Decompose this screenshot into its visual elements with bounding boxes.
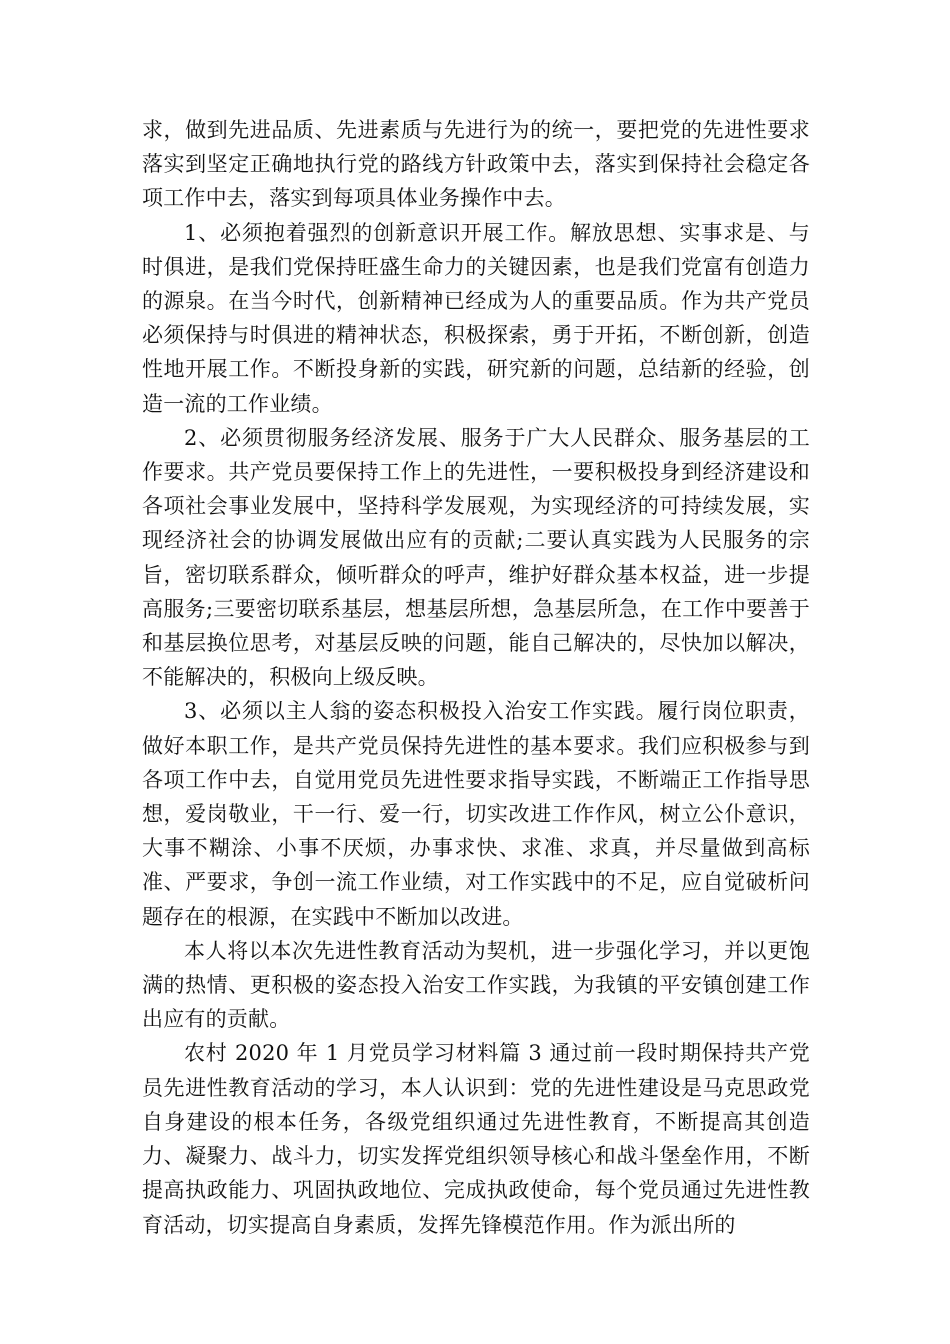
paragraph-point-3: 3、必须以主人翁的姿态积极投入治安工作实践。履行岗位职责，做好本职工作，是共产党员保持先进性的基本要求。我们应积极参与到各项工作中去，自觉用党员先进性要求指导实践，不断端正工作指导思想，爱岗敬业，干一行、爱一行，切实改进工作作风，树立公仆意识，大事不糊涂、小事不厌烦，办事求快、求准、求真，并尽量做到高标准、严要求，争创一流工作业绩，对工作实践中的不足，应自觉破析问题存在的根源，在实践中不断加以改进。 (142, 699, 810, 929)
document-body (142, 113, 810, 1242)
paragraph-article-3: 农村 2020 年 1 月党员学习材料篇 3 通过前一段时期保持共产党员先进性教育活动的学习，本人认识到：党的先进性建设是马克思政党自身建设的根本任务，各级党组织通过先进性教育，不断提高其创造力、凝聚力、战斗力，切实发挥党组织领导核心和战斗堡垒作用，不断提高执政能力、巩固执政地位、完成执政使命，每个党员通过先进性教育活动，切实提高自身素质，发挥先锋模范作用。作为派出所的 (142, 1041, 810, 1237)
paragraph-point-1: 1、必须抱着强烈的创新意识开展工作。解放思想、实事求是、与时俱进，是我们党保持旺盛生命力的关键因素，也是我们党富有创造力的源泉。在当今时代，创新精神已经成为人的重要品质。作为共产党员必须保持与时俱进的精神状态，积极探索，勇于开拓，不断创新，创造性地开展工作。不断投身新的实践，研究新的问题，总结新的经验，创造一流的工作业绩。 (142, 220, 810, 416)
paragraph-point-2: 2、必须贯彻服务经济发展、服务于广大人民群众、服务基层的工作要求。共产党员要保持工作上的先进性，一要积极投身到经济建设和各项社会事业发展中，坚持科学发展观，为实现经济的可持续发展，实现经济社会的协调发展做出应有的贡献;二要认真实践为人民服务的宗旨，密切联系群众，倾听群众的呼声，维护好群众基本权益，进一步提高服务;三要密切联系基层，想基层所想，急基层所急，在工作中要善于和基层换位思考，对基层反映的问题，能自己解决的，尽快加以解决，不能解决的，积极向上级反映。 (142, 425, 810, 690)
paragraph-conclusion: 本人将以本次先进性教育活动为契机，进一步强化学习，并以更饱满的热情、更积极的姿态投入治安工作实践，为我镇的平安镇创建工作出应有的贡献。 (142, 938, 810, 1032)
paragraph-continuation: 求，做到先进品质、先进素质与先进行为的统一，要把党的先进性要求落实到坚定正确地执行党的路线方针政策中去，落实到保持社会稳定各项工作中去，落实到每项具体业务操作中去。 (142, 118, 810, 211)
